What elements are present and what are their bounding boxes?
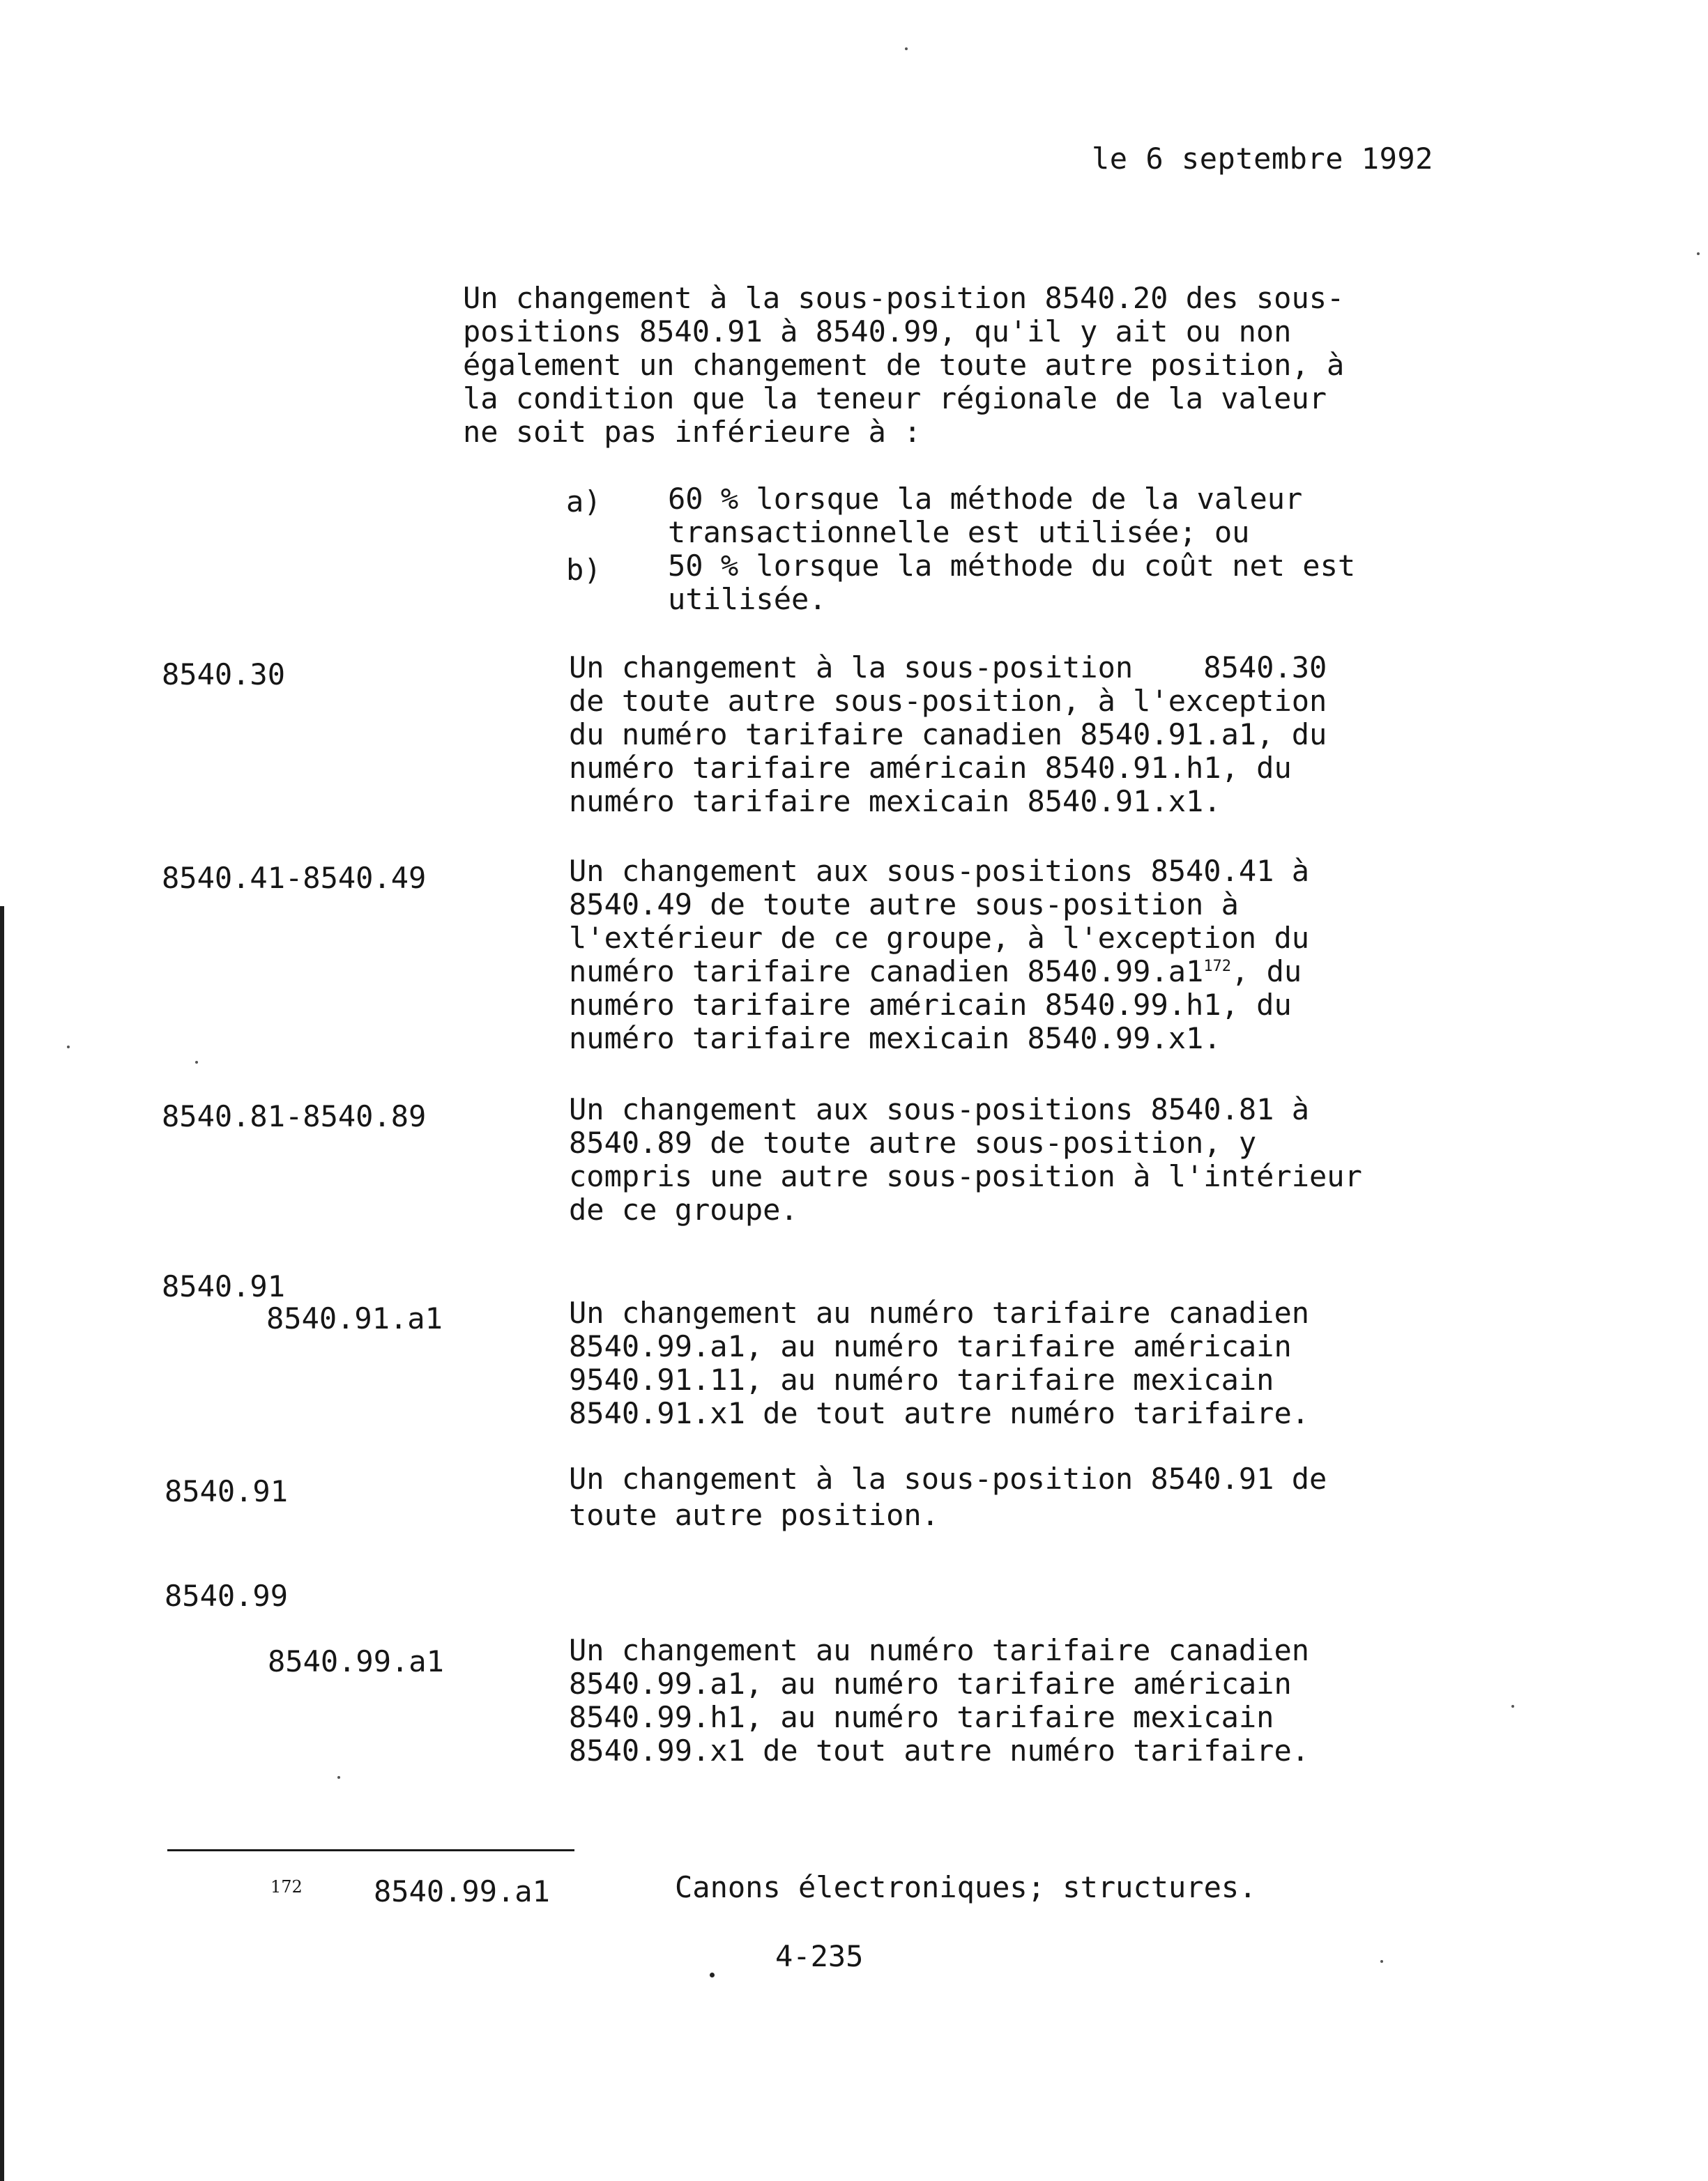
rule-text-line: du numéro tarifaire canadien 8540.91.a1, du <box>569 717 1327 751</box>
rule-text-line: 9540.91.11, au numéro tarifaire mexicain <box>569 1363 1274 1397</box>
rule-code: 8540.91 <box>162 1269 286 1303</box>
footnote-text: Canons électroniques; structures. <box>675 1870 1257 1904</box>
scan-speck <box>67 1046 70 1048</box>
rule-text-line: 8540.91.x1 de tout autre numéro tarifaire. <box>569 1396 1310 1430</box>
rule-text-line: 8540.99.a1, au numéro tarifaire américain <box>569 1667 1292 1701</box>
option-b-line: 50 % lorsque la méthode du coût net est <box>668 549 1356 583</box>
rule-text-line: Un changement à la sous-position 8540.30 <box>569 650 1327 684</box>
scan-speck <box>337 1776 340 1779</box>
rule-text-line: numéro tarifaire mexicain 8540.91.x1. <box>569 784 1221 818</box>
rule-text-line: compris une autre sous-position à l'intérieur <box>569 1159 1362 1193</box>
footnote-number: 172 <box>270 1877 303 1897</box>
intro-line: ne soit pas inférieure à : <box>463 415 922 449</box>
rule-text-line: de ce groupe. <box>569 1193 798 1227</box>
intro-line: Un changement à la sous-position 8540.20 des sous- <box>463 281 1345 315</box>
intro-line: également un changement de toute autre position, à <box>463 348 1345 382</box>
scan-speck <box>710 1973 715 1977</box>
rule-text-line: numéro tarifaire américain 8540.99.h1, du <box>569 988 1292 1022</box>
option-a-line: transactionnelle est utilisée; ou <box>668 515 1250 549</box>
option-b-line: utilisée. <box>668 582 827 616</box>
footnote-separator <box>167 1849 574 1851</box>
footnote-reference: 172 <box>1203 958 1232 975</box>
rule-text-segment: , du <box>1231 954 1302 988</box>
rule-text-line: 8540.89 de toute autre sous-position, y <box>569 1126 1257 1160</box>
rule-text-line: Un changement au numéro tarifaire canadien <box>569 1633 1310 1667</box>
rule-text-line: 8540.99.h1, au numéro tarifaire mexicain <box>569 1700 1274 1734</box>
option-label-b: b) <box>566 553 602 587</box>
rule-text-line-with-footnote <box>569 955 1302 988</box>
scan-edge-shadow <box>0 906 4 2181</box>
rule-text-line: Un changement au numéro tarifaire canadien <box>569 1296 1310 1330</box>
option-label-a: a) <box>566 484 602 519</box>
scan-speck <box>195 1061 198 1064</box>
rule-code: 8540.30 <box>162 657 286 691</box>
rule-code: 8540.91 <box>165 1474 289 1508</box>
page-number: 4-235 <box>775 1939 864 1973</box>
rule-text-line: 8540.99.a1, au numéro tarifaire américain <box>569 1329 1292 1363</box>
scan-speck <box>1511 1705 1514 1708</box>
rule-text-line: Un changement à la sous-position 8540.91 de <box>569 1462 1327 1496</box>
document-date: le 6 septembre 1992 <box>1092 141 1433 176</box>
rule-code: 8540.81-8540.89 <box>162 1099 427 1133</box>
rule-text-line: toute autre position. <box>569 1498 940 1532</box>
rule-subcode: 8540.99.a1 <box>268 1644 444 1678</box>
intro-line: positions 8540.91 à 8540.99, qu'il y ait ou non <box>463 314 1292 349</box>
rule-subcode: 8540.91.a1 <box>266 1301 443 1336</box>
rule-text-line: Un changement aux sous-positions 8540.41 à <box>569 854 1310 888</box>
rule-text-line: numéro tarifaire américain 8540.91.h1, du <box>569 751 1292 785</box>
scan-speck <box>905 47 908 50</box>
rule-text-line: 8540.99.x1 de tout autre numéro tarifaire. <box>569 1734 1310 1768</box>
rule-code: 8540.99 <box>165 1579 289 1613</box>
scan-speck <box>1697 252 1700 255</box>
scan-speck <box>1380 1960 1383 1963</box>
option-a-line: 60 % lorsque la méthode de la valeur <box>668 482 1303 516</box>
rule-text-line: 8540.49 de toute autre sous-position à <box>569 887 1239 921</box>
rule-code: 8540.41-8540.49 <box>162 861 427 895</box>
rule-text-line: de toute autre sous-position, à l'exception <box>569 684 1327 718</box>
rule-text-line: l'extérieur de ce groupe, à l'exception du <box>569 921 1310 955</box>
intro-line: la condition que la teneur régionale de la valeur <box>463 381 1327 415</box>
rule-text-segment: numéro tarifaire canadien 8540.99.a1 <box>569 954 1204 988</box>
rule-text-line: Un changement aux sous-positions 8540.81 à <box>569 1092 1310 1126</box>
rule-text-line: numéro tarifaire mexicain 8540.99.x1. <box>569 1021 1221 1055</box>
footnote-code: 8540.99.a1 <box>374 1874 550 1908</box>
